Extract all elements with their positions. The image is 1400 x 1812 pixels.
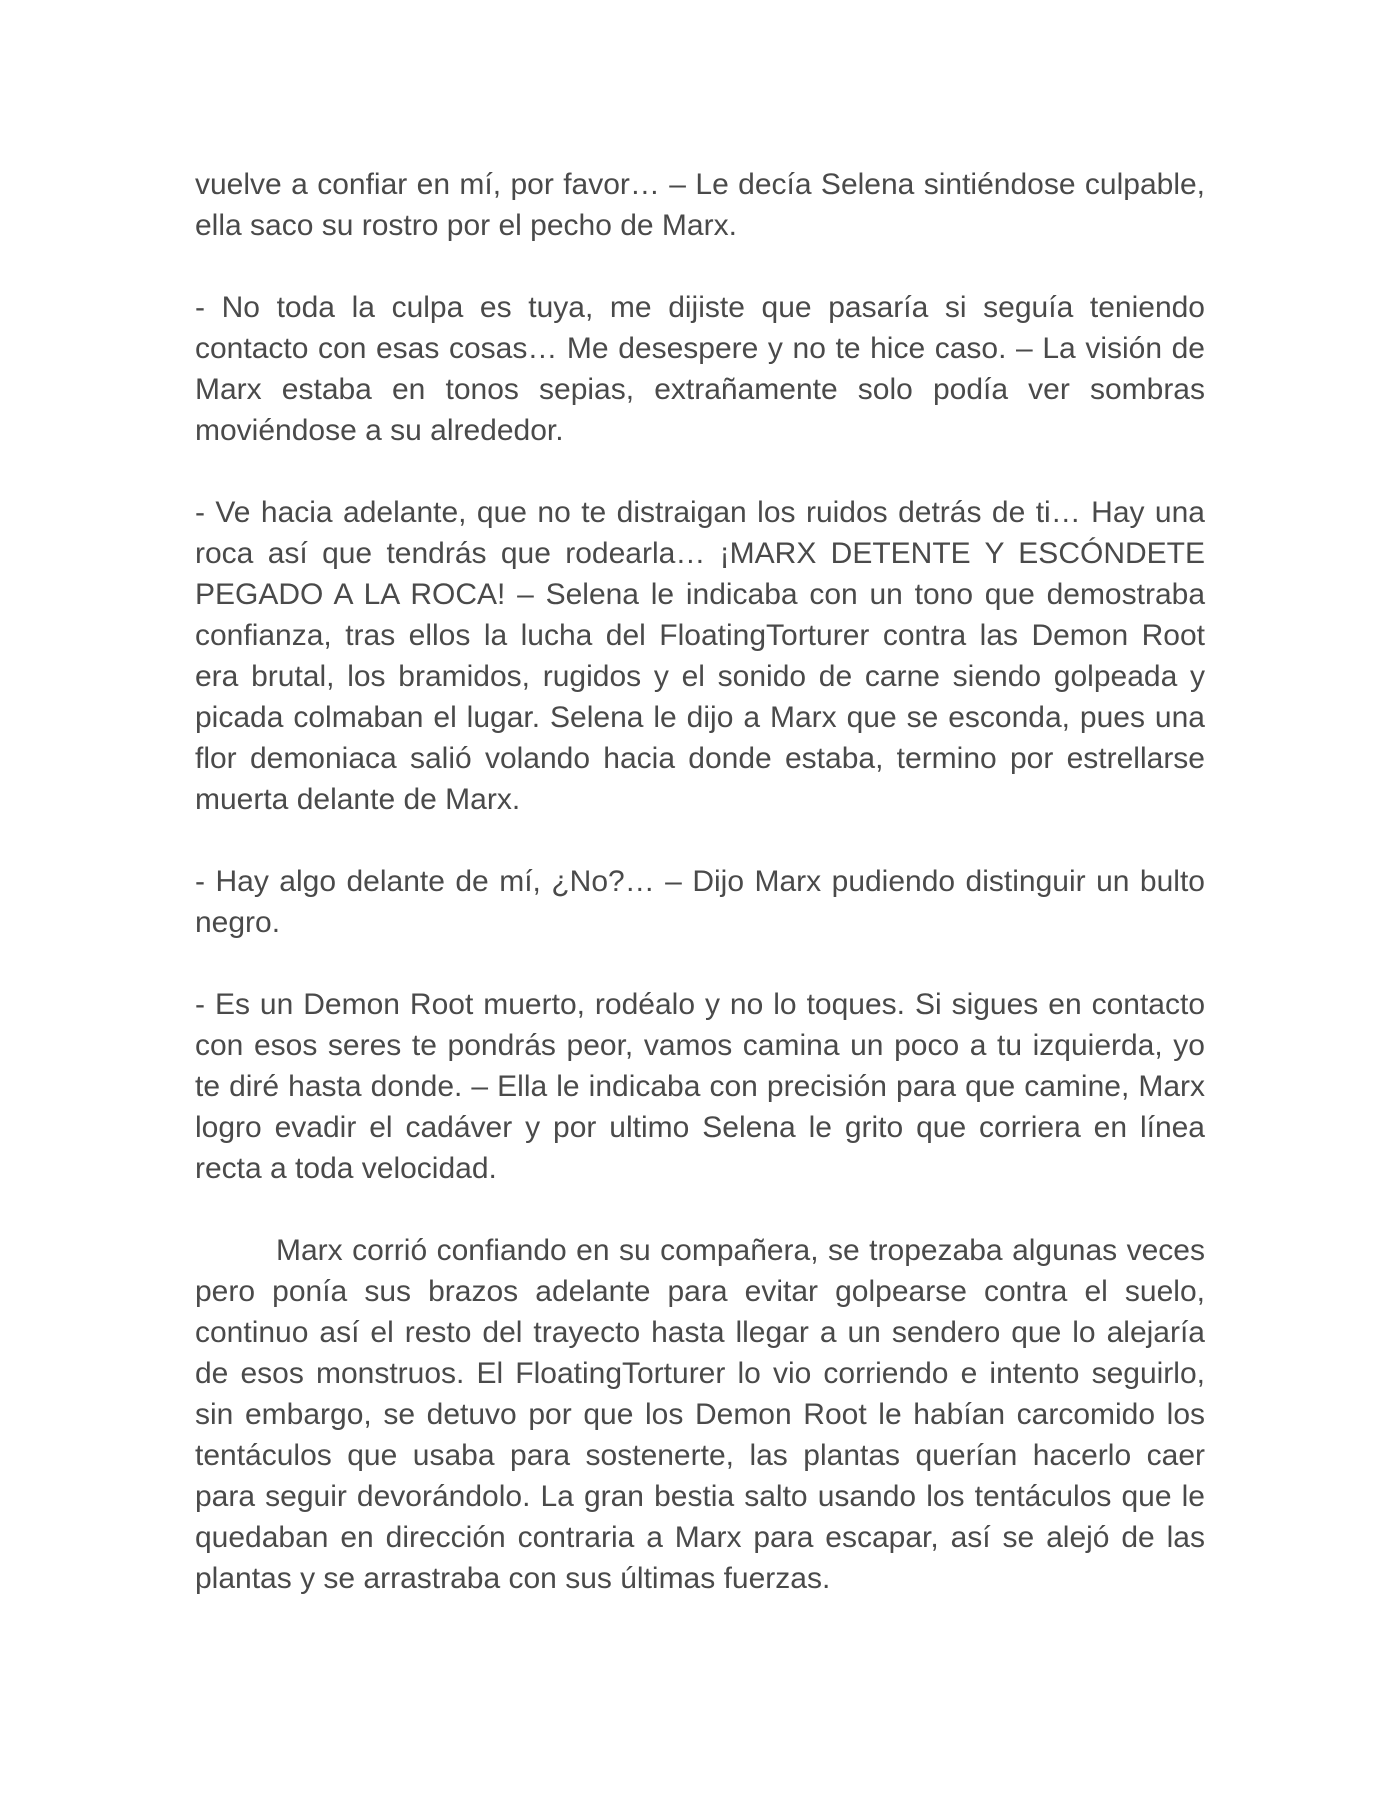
paragraph-6: Marx corrió confiando en su compañera, se tropezaba algunas veces pero ponía sus brazos adelante para evitar golpearse contra el suelo, continuo así el resto del trayecto hasta llegar a un sendero que lo alejaría de esos monstruos. El FloatingTorturer lo vio corriendo e intento seguirlo, sin embargo, se detuvo por que los Demon Root le habían carcomido los tentáculos que usaba para sostenerte, las plantas querían hacerlo caer para seguir devorándolo. La gran bestia salto usando los tentáculos que le quedaban en dirección contraria a Marx para escapar, así se alejó de las plantas y se arrastraba con sus últimas fuerzas. — [195, 1234, 1205, 1595]
body-text — [195, 164, 1205, 1640]
paragraph-3: - Ve hacia adelante, que no te distraigan los ruidos detrás de ti… Hay una roca así que tendrás que rodearla… ¡MARX DETENTE Y ESCÓNDETE PEGADO A LA ROCA! – Selena le indicaba con un tono que demostraba confianza, tras ellos la lucha del FloatingTorturer contra las Demon Root era brutal, los bramidos, rugidos y el sonido de carne siendo golpeada y picada colmaban el lugar. Selena le dijo a Marx que se esconda, pues una flor demoniaca salió volando hacia donde estaba, termino por estrellarse muerta delante de Marx. — [195, 496, 1205, 816]
paragraph-5: - Es un Demon Root muerto, rodéalo y no lo toques. Si sigues en contacto con esos seres te pondrás peor, vamos camina un poco a tu izquierda, yo te diré hasta donde. – Ella le indicaba con precisión para que camine, Marx logro evadir el cadáver y por ultimo Selena le grito que corriera en línea recta a toda velocidad. — [195, 988, 1205, 1185]
paragraph-4: - Hay algo delante de mí, ¿No?… – Dijo Marx pudiendo distinguir un bulto negro. — [195, 865, 1205, 939]
paragraph-1: vuelve a confiar en mí, por favor… – Le decía Selena sintiéndose culpable, ella saco su rostro por el pecho de Marx. — [195, 168, 1205, 242]
paragraph-2: - No toda la culpa es tuya, me dijiste que pasaría si seguía teniendo contacto con esas cosas… Me desespere y no te hice caso. – La visión de Marx estaba en tonos sepias, extrañamente solo podía ver sombras moviéndose a su alrededor. — [195, 291, 1205, 447]
